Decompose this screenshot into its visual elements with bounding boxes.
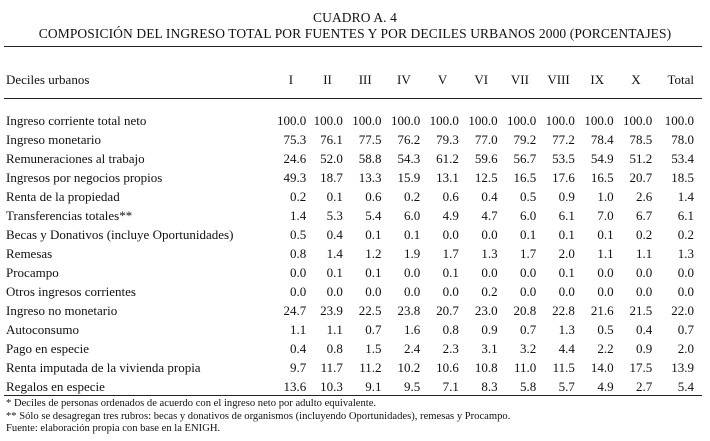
cell-decile-5: 1.7 — [442, 246, 459, 261]
column-header-decile-8: VIII — [547, 72, 570, 87]
cell-decile-1: 0.0 — [290, 284, 307, 299]
cell-decile-2: 1.1 — [326, 322, 343, 337]
column-header-row — [6, 71, 696, 89]
cell-decile-8: 0.1 — [558, 265, 575, 280]
column-header-decile-2: II — [323, 72, 332, 87]
table-row — [6, 358, 696, 377]
cell-total: 1.4 — [677, 189, 694, 204]
row-label: Transferencias totales** — [6, 208, 133, 223]
cell-decile-6: 0.0 — [481, 227, 498, 242]
cell-decile-6: 8.3 — [481, 379, 498, 394]
cell-total: 53.4 — [671, 151, 694, 166]
table-row — [6, 130, 696, 149]
cell-total: 18.5 — [671, 170, 694, 185]
cell-decile-3: 0.1 — [365, 227, 382, 242]
table-row — [6, 206, 696, 225]
cell-decile-9: 1.1 — [597, 246, 614, 261]
cell-decile-8: 11.5 — [552, 360, 575, 375]
cell-decile-9: 78.4 — [590, 132, 614, 147]
row-label: Otros ingresos corrientes — [6, 284, 136, 299]
column-header-decile-1: I — [288, 72, 294, 87]
cell-decile-9: 1.0 — [597, 189, 614, 204]
column-header-decile-4: IV — [397, 72, 411, 87]
cell-decile-1: 0.0 — [290, 265, 307, 280]
cell-decile-6: 0.4 — [481, 189, 498, 204]
cell-decile-10: 2.6 — [636, 189, 653, 204]
cell-decile-2: 23.9 — [320, 303, 343, 318]
cell-total: 5.4 — [677, 379, 694, 394]
cell-decile-1: 49.3 — [283, 170, 307, 185]
cell-decile-7: 3.2 — [519, 341, 537, 356]
cell-decile-4: 54.3 — [397, 151, 421, 166]
cell-decile-4: 0.1 — [403, 227, 421, 242]
cell-decile-2: 18.7 — [320, 170, 343, 185]
column-header-decile-9: IX — [590, 72, 605, 87]
cell-total: 0.2 — [677, 227, 694, 242]
column-header-decile-7: VII — [510, 72, 529, 87]
cell-decile-6: 0.2 — [481, 284, 498, 299]
cell-decile-1: 0.4 — [290, 341, 307, 356]
cell-decile-3: 0.6 — [365, 189, 382, 204]
column-header-decile-5: V — [437, 72, 448, 87]
cell-decile-5: 7.1 — [442, 379, 459, 394]
cell-decile-10: 0.0 — [636, 284, 653, 299]
cell-decile-4: 10.2 — [397, 360, 421, 375]
cell-decile-1: 24.7 — [283, 303, 307, 318]
cell-decile-9: 14.0 — [590, 360, 614, 375]
cell-decile-8: 22.8 — [552, 303, 575, 318]
cell-decile-3: 0.7 — [365, 322, 382, 337]
cell-decile-2: 0.1 — [326, 189, 343, 204]
cell-decile-9: 21.6 — [590, 303, 614, 318]
cell-decile-8: 2.0 — [558, 246, 575, 261]
cell-decile-2: 0.8 — [326, 341, 343, 356]
table-row — [6, 320, 696, 339]
cell-decile-7: 0.0 — [519, 284, 537, 299]
cell-decile-7: 0.0 — [519, 265, 537, 280]
cell-decile-8: 0.1 — [558, 227, 575, 242]
cell-decile-3: 13.3 — [358, 170, 382, 185]
cell-decile-9: 0.5 — [597, 322, 614, 337]
cell-decile-8: 100.0 — [545, 113, 575, 128]
cell-decile-3: 0.1 — [365, 265, 382, 280]
cell-decile-2: 76.1 — [320, 132, 343, 147]
cell-decile-9: 100.0 — [584, 113, 614, 128]
cell-decile-10: 1.1 — [636, 246, 653, 261]
column-header-deciles: Deciles urbanos — [6, 72, 90, 87]
cell-decile-3: 58.8 — [358, 151, 382, 166]
row-label: Regalos en especie — [6, 379, 105, 394]
cell-decile-9: 16.5 — [590, 170, 614, 185]
cell-decile-4: 9.5 — [403, 379, 421, 394]
cell-decile-2: 5.3 — [326, 208, 343, 223]
cell-decile-4: 76.2 — [397, 132, 421, 147]
cell-decile-3: 5.4 — [365, 208, 382, 223]
cell-decile-3: 1.5 — [365, 341, 382, 356]
cell-total: 0.0 — [677, 284, 694, 299]
footnote-deciles: * Deciles de personas ordenados de acuerdo con el ingreso neto por adulto equivalente. — [6, 398, 377, 409]
row-label: Pago en especie — [6, 341, 90, 356]
cell-decile-5: 0.1 — [442, 265, 459, 280]
cell-decile-8: 0.0 — [558, 284, 575, 299]
cell-decile-7: 16.5 — [513, 170, 537, 185]
cell-decile-6: 0.0 — [481, 265, 498, 280]
cell-decile-2: 1.4 — [326, 246, 343, 261]
cell-decile-7: 20.8 — [513, 303, 537, 318]
row-label: Becas y Donativos (incluye Oportunidades) — [6, 227, 234, 242]
cell-decile-7: 79.2 — [513, 132, 537, 147]
cell-decile-3: 9.1 — [365, 379, 382, 394]
table-row — [6, 187, 696, 206]
cell-decile-9: 54.9 — [590, 151, 614, 166]
cell-decile-10: 100.0 — [623, 113, 653, 128]
cell-decile-5: 2.3 — [442, 341, 459, 356]
cell-total: 6.1 — [677, 208, 694, 223]
row-label: Ingreso monetario — [6, 132, 101, 147]
cell-decile-1: 100.0 — [277, 113, 307, 128]
cell-decile-10: 17.5 — [629, 360, 653, 375]
bottom-rule — [4, 395, 702, 396]
cell-decile-10: 6.7 — [636, 208, 653, 223]
cell-decile-4: 0.2 — [403, 189, 421, 204]
cell-decile-10: 0.0 — [636, 265, 653, 280]
cell-decile-7: 56.7 — [513, 151, 537, 166]
cell-total: 100.0 — [664, 113, 694, 128]
row-label: Renta de la propiedad — [6, 189, 120, 204]
table-number: CUADRO A. 4 — [313, 10, 397, 25]
table-body — [6, 111, 696, 396]
cell-decile-5: 4.9 — [442, 208, 459, 223]
cell-decile-1: 0.5 — [290, 227, 307, 242]
cell-decile-2: 52.0 — [320, 151, 343, 166]
cell-decile-4: 23.8 — [397, 303, 421, 318]
cell-decile-7: 6.0 — [519, 208, 537, 223]
cell-decile-8: 53.5 — [552, 151, 575, 166]
cell-decile-3: 100.0 — [352, 113, 382, 128]
cell-decile-10: 2.7 — [636, 379, 653, 394]
row-label: Autoconsumo — [6, 322, 79, 337]
cell-decile-4: 2.4 — [403, 341, 421, 356]
cell-decile-6: 4.7 — [481, 208, 498, 223]
cell-decile-4: 1.6 — [403, 322, 421, 337]
cell-decile-1: 24.6 — [283, 151, 307, 166]
cell-decile-2: 10.3 — [320, 379, 343, 394]
cell-decile-1: 13.6 — [283, 379, 307, 394]
row-label: Remesas — [6, 246, 53, 261]
cell-decile-8: 5.7 — [558, 379, 575, 394]
cell-decile-1: 1.1 — [290, 322, 307, 337]
cell-decile-7: 11.0 — [513, 360, 537, 375]
cell-decile-9: 4.9 — [597, 379, 614, 394]
cell-decile-10: 0.2 — [636, 227, 653, 242]
cell-decile-8: 77.2 — [552, 132, 575, 147]
cell-decile-3: 11.2 — [359, 360, 382, 375]
cell-decile-6: 10.8 — [474, 360, 498, 375]
cell-decile-6: 59.6 — [474, 151, 498, 166]
cell-total: 13.9 — [671, 360, 694, 375]
income-table — [6, 111, 696, 396]
cell-total: 0.0 — [677, 265, 694, 280]
cell-decile-8: 17.6 — [552, 170, 575, 185]
cell-decile-9: 0.1 — [597, 227, 614, 242]
row-label: Ingreso no monetario — [6, 303, 118, 318]
cell-decile-2: 0.4 — [326, 227, 343, 242]
table-row — [6, 225, 696, 244]
cell-decile-5: 0.6 — [442, 189, 459, 204]
header-rule — [4, 98, 702, 99]
cell-decile-6: 0.9 — [481, 322, 498, 337]
cell-decile-4: 1.9 — [403, 246, 421, 261]
cell-decile-10: 21.5 — [629, 303, 653, 318]
cell-decile-6: 12.5 — [474, 170, 498, 185]
cell-decile-1: 75.3 — [283, 132, 307, 147]
column-header-decile-10: X — [631, 72, 641, 87]
cell-decile-8: 1.3 — [558, 322, 575, 337]
cell-decile-5: 0.8 — [442, 322, 459, 337]
cell-decile-10: 0.9 — [636, 341, 653, 356]
cell-decile-5: 20.7 — [436, 303, 459, 318]
cell-decile-1: 9.7 — [290, 360, 307, 375]
cell-decile-8: 0.9 — [558, 189, 575, 204]
cell-decile-9: 0.0 — [597, 284, 614, 299]
table-row — [6, 168, 696, 187]
table-row — [6, 149, 696, 168]
cell-decile-4: 0.0 — [403, 265, 421, 280]
row-label: Procampo — [6, 265, 59, 280]
cell-decile-4: 100.0 — [390, 113, 421, 128]
row-label: Ingresos por negocios propios — [6, 170, 163, 185]
cell-total: 22.0 — [671, 303, 694, 318]
cell-total: 78.0 — [671, 132, 694, 147]
cell-decile-1: 0.2 — [290, 189, 307, 204]
cell-decile-8: 6.1 — [558, 208, 575, 223]
cell-decile-2: 0.0 — [326, 284, 343, 299]
cell-decile-6: 100.0 — [468, 113, 498, 128]
cell-decile-1: 0.8 — [290, 246, 307, 261]
cell-decile-6: 23.0 — [474, 303, 498, 318]
cell-decile-2: 11.7 — [320, 360, 343, 375]
table-row — [6, 301, 696, 320]
row-label: Remuneraciones al trabajo — [6, 151, 145, 166]
table-row — [6, 244, 696, 263]
cell-decile-5: 0.0 — [442, 227, 459, 242]
cell-decile-6: 77.0 — [474, 132, 498, 147]
cell-decile-1: 1.4 — [290, 208, 307, 223]
column-header-total: Total — [667, 72, 694, 87]
table-row — [6, 263, 696, 282]
cell-decile-5: 79.3 — [436, 132, 459, 147]
table-title: COMPOSICIÓN DEL INGRESO TOTAL POR FUENTES Y POR DECILES URBANOS 2000 (PORCENTAJES) — [38, 26, 672, 41]
row-label: Renta imputada de la vivienda propia — [6, 360, 201, 375]
cell-decile-3: 0.0 — [365, 284, 382, 299]
cell-decile-4: 6.0 — [403, 208, 421, 223]
table-row — [6, 377, 696, 396]
cell-decile-7: 0.5 — [519, 189, 537, 204]
cell-decile-2: 0.1 — [326, 265, 343, 280]
cell-total: 2.0 — [677, 341, 694, 356]
cell-total: 1.3 — [677, 246, 694, 261]
cell-decile-5: 61.2 — [436, 151, 459, 166]
cell-decile-7: 1.7 — [519, 246, 537, 261]
cell-decile-5: 100.0 — [429, 113, 459, 128]
cell-total: 0.7 — [677, 322, 694, 337]
cell-decile-4: 0.0 — [403, 284, 421, 299]
cell-decile-4: 15.9 — [397, 170, 421, 185]
column-header-decile-3: III — [358, 72, 372, 87]
cell-decile-6: 1.3 — [481, 246, 498, 261]
cell-decile-9: 2.2 — [597, 341, 614, 356]
table-row — [6, 339, 696, 358]
footnote-transfers: ** Sólo se desagregan tres rubros: becas y donativos de organismos (incluyendo Oportunidades), remesas y Procampo. — [6, 410, 511, 422]
table-row — [6, 111, 696, 130]
cell-decile-10: 20.7 — [629, 170, 653, 185]
cell-decile-10: 78.5 — [629, 132, 653, 147]
cell-decile-10: 51.2 — [629, 151, 653, 166]
cell-decile-6: 3.1 — [481, 341, 498, 356]
table-row — [6, 282, 696, 301]
cell-decile-9: 0.0 — [597, 265, 614, 280]
cell-decile-3: 77.5 — [358, 132, 382, 147]
cell-decile-3: 22.5 — [358, 303, 382, 318]
cell-decile-7: 100.0 — [506, 113, 537, 128]
cell-decile-2: 100.0 — [313, 113, 343, 128]
cell-decile-5: 13.1 — [436, 170, 459, 185]
cell-decile-7: 0.7 — [519, 322, 537, 337]
column-header-decile-6: VI — [474, 72, 489, 87]
cell-decile-5: 10.6 — [436, 360, 459, 375]
cell-decile-3: 1.2 — [365, 246, 382, 261]
cell-decile-7: 0.1 — [519, 227, 537, 242]
cell-decile-7: 5.8 — [519, 379, 537, 394]
cell-decile-10: 0.4 — [636, 322, 653, 337]
source-note: Fuente: elaboración propia con base en la ENIGH. — [6, 423, 221, 434]
cell-decile-9: 7.0 — [597, 208, 614, 223]
cell-decile-8: 4.4 — [558, 341, 575, 356]
row-label: Ingreso corriente total neto — [6, 113, 147, 128]
cell-decile-5: 0.0 — [442, 284, 459, 299]
footnotes — [6, 398, 706, 436]
top-rule — [4, 46, 702, 47]
